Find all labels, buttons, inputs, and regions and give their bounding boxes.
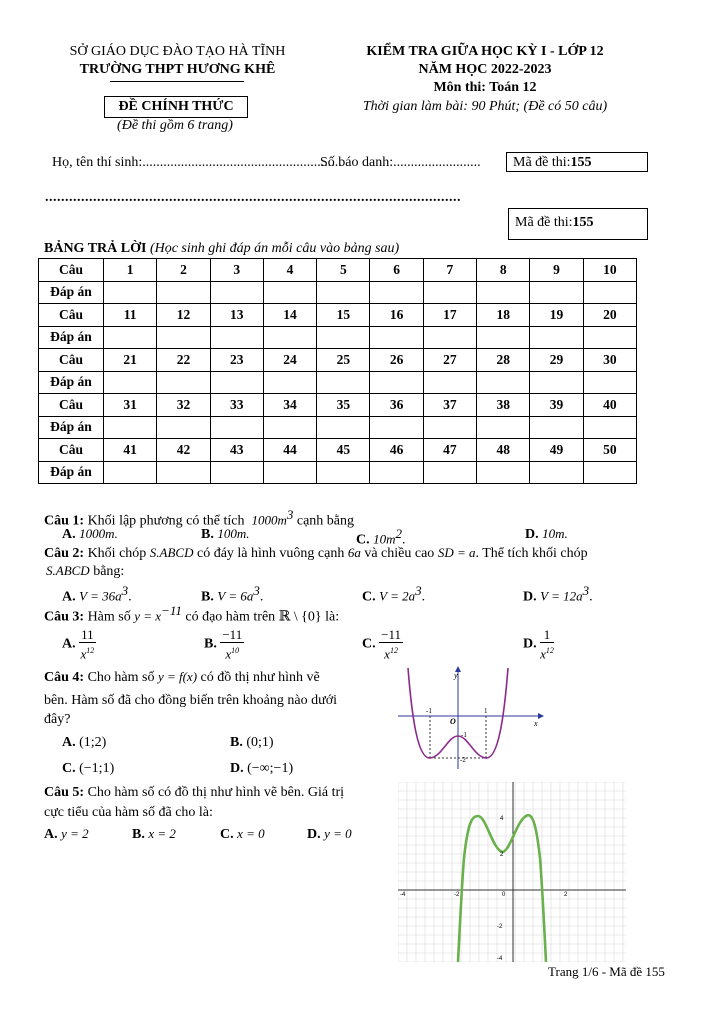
option-letter: A. [44,827,58,842]
answer-cell[interactable] [530,281,583,304]
option-value: 100m. [217,526,250,541]
answer-cell[interactable] [423,461,476,484]
option-value: y = 0 [324,826,352,841]
option-value: V = 2a [379,588,416,604]
answer-cell[interactable] [530,371,583,394]
option-exp: 3 [582,583,590,598]
q5-option-c[interactable] [220,826,265,843]
option-value: V = 12a [540,588,583,604]
answer-row [39,416,637,439]
row-label: Câu [39,304,104,327]
answer-cell[interactable] [370,326,423,349]
question-number-cell: 35 [317,394,370,417]
option-value: (1;2) [79,735,107,750]
question-number-cell: 13 [210,304,263,327]
row-label: Câu [39,394,104,417]
question-number-cell: 21 [104,349,157,372]
answer-cell[interactable] [263,416,316,439]
fraction [540,627,554,661]
q5-option-b[interactable] [132,826,176,843]
numerator: −11 [222,627,243,642]
option-letter: D. [307,827,321,842]
tick-y-label: -2 [497,924,503,930]
option-exp: 2 [395,526,403,541]
tick-x-label: 2 [564,892,568,898]
exam-code-value: 155 [572,215,594,230]
question-number-cell: 5 [317,259,370,282]
answer-cell[interactable] [477,326,530,349]
question-number-cell: 14 [263,304,316,327]
q4-text: có đồ thị như hình vẽ [200,670,320,685]
question-4-line3: đây? [44,712,71,727]
pages-note: (Đề thi gồm 6 trang) [117,118,233,133]
answer-table-note: (Học sinh ghi đáp án mỗi câu vào bảng sau) [149,241,400,256]
answer-cell[interactable] [477,281,530,304]
answer-cell[interactable] [530,326,583,349]
option-tail: . [402,532,406,548]
q3-domain: ℝ \ {0} [278,609,322,625]
question-number-cell: 40 [583,394,636,417]
option-letter: C. [356,532,370,548]
q2-height: SD = a [437,545,476,560]
q4-function: y = f(x) [157,669,198,684]
answer-cell[interactable] [477,416,530,439]
cut-line: ........................................................................................................ [45,190,461,205]
q1-volume: 1000m [251,512,287,528]
question-number-cell: 39 [530,394,583,417]
q3-text: là: [325,609,340,625]
option-letter: D. [230,761,244,776]
option-letter: A. [62,636,76,652]
answer-cell[interactable] [263,461,316,484]
option-letter: D. [523,636,537,652]
question-number-cell: 32 [157,394,210,417]
option-letter: C. [62,761,76,776]
answer-cell[interactable] [583,461,636,484]
option-value: y = 2 [61,826,89,841]
graph-q5 [398,782,626,962]
answer-cell[interactable] [317,416,370,439]
answer-cell[interactable] [530,416,583,439]
page-footer: Trang 1/6 - Mã đề 155 [548,964,665,979]
school-year: NĂM HỌC 2022-2023 [418,62,552,77]
option-value: V = 36a [79,588,122,604]
exam-code-box [508,208,648,240]
q4-option-c[interactable] [62,761,114,777]
answer-cell[interactable] [370,371,423,394]
school-name: TRƯỜNG THPT HƯƠNG KHÊ [79,62,276,77]
question-number-cell: 31 [104,394,157,417]
q2-text: và chiều cao [364,546,435,561]
unused-path [505,807,626,960]
question-number-cell: 47 [423,439,476,462]
row-label: Câu [39,259,104,282]
q5-label: Câu 5: [44,785,85,800]
row-label: Câu [39,439,104,462]
q3-option-b[interactable] [204,627,244,661]
question-number-row [39,259,637,282]
question-number-cell: 36 [370,394,423,417]
denominator-base: x [384,646,390,662]
option-value: (−∞;−1) [247,761,294,776]
denominator [220,643,244,661]
answer-cell[interactable] [210,371,263,394]
question-number-cell: 7 [423,259,476,282]
question-4 [44,669,320,686]
question-number-cell: 29 [530,349,583,372]
x-label: x [534,719,538,728]
question-number-cell: 30 [583,349,636,372]
tick-x-label: 0 [502,892,506,898]
q1-volume-exp: 3 [286,507,294,522]
q2-side: 6a [347,545,361,560]
option-letter: B. [230,735,243,750]
official-label: ĐỀ CHÍNH THỨC [118,99,234,114]
answer-table [38,258,637,484]
question-number-cell: 34 [263,394,316,417]
answer-cell[interactable] [210,416,263,439]
question-number-row [39,304,637,327]
q5-text: Cho hàm số có đồ thị như hình vẽ bên. Giá trị [87,785,345,800]
question-2 [44,545,588,562]
exam-code-value: 155 [570,155,592,170]
question-number-cell: 43 [210,439,263,462]
denominator-base: x [80,646,87,662]
answer-cell[interactable] [583,371,636,394]
question-number-cell: 19 [530,304,583,327]
question-number-cell: 41 [104,439,157,462]
answer-cell[interactable] [263,371,316,394]
option-letter: D. [523,589,537,605]
q1-tail: cạnh bằng [296,513,355,529]
question-5 [44,785,344,801]
official-box [104,96,248,118]
q2-pyramid: S.ABCD [46,563,90,578]
question-number-cell: 46 [370,439,423,462]
school-underline [110,81,244,82]
department: SỞ GIÁO DỤC ĐÀO TẠO HÀ TĨNH [69,44,286,59]
option-letter: A. [62,589,76,605]
row-label: Đáp án [39,326,104,349]
q3-function: y = x [134,608,162,624]
student-name-field[interactable]: Họ, tên thí sinh:......................................................... [52,155,342,170]
question-number-row [39,394,637,417]
option-letter: B. [204,636,217,652]
q1-label: Câu 1: [44,513,85,529]
denominator-base: x [225,646,232,662]
tick-y-minus2: -2 [460,756,466,764]
answer-cell[interactable] [157,461,210,484]
answer-cell[interactable] [477,371,530,394]
question-3 [44,603,339,626]
option-value: 10m. [542,526,568,541]
fraction [220,627,244,661]
q2-text: Khối chóp [87,546,147,561]
q1-text: Khối lập phương có thể tích [87,513,245,529]
q2-label: Câu 2: [44,546,85,561]
question-number-cell: 9 [530,259,583,282]
grid [398,782,626,962]
q2-option-a[interactable]: A. $V = 36a^3$. [62,583,132,605]
option-letter: C. [220,827,234,842]
exam-title: KIỂM TRA GIỮA HỌC KỲ I - LỚP 12 [366,44,604,59]
option-value: (−1;1) [79,761,115,776]
question-number-cell: 20 [583,304,636,327]
question-number-cell: 22 [157,349,210,372]
row-label: Đáp án [39,461,104,484]
tick-x-label: -2 [454,892,460,898]
row-label: Đáp án [39,281,104,304]
row-label: Đáp án [39,371,104,394]
question-number-cell: 18 [477,304,530,327]
option-letter: B. [132,827,145,842]
question-number-cell: 42 [157,439,210,462]
q4-option-a[interactable] [62,735,106,751]
answer-cell[interactable] [477,461,530,484]
question-number-row [39,349,637,372]
q2-option-c[interactable]: C. $V = 2a^3$. [362,583,426,605]
answer-cell[interactable] [263,326,316,349]
q4-label: Câu 4: [44,670,85,685]
tick-y-label: 2 [500,852,504,858]
answer-cell[interactable] [104,281,157,304]
denominator-exp: 12 [545,646,554,655]
fraction [379,627,403,661]
option-value: 10m [373,531,396,547]
q4-text: Cho hàm số [87,670,155,685]
answer-row [39,371,637,394]
option-exp: 3 [253,583,260,598]
question-number-cell: 23 [210,349,263,372]
question-number-cell: 38 [477,394,530,417]
q2-pyramid: S.ABCD [149,545,194,560]
question-number-row [39,439,637,462]
answer-row [39,461,637,484]
denominator [379,643,403,661]
answer-cell[interactable] [210,281,263,304]
option-value: (0;1) [246,735,274,750]
numerator: 11 [81,627,94,642]
option-value: x = 2 [148,826,176,841]
question-2-line2 [46,563,124,580]
question-number-cell: 49 [530,439,583,462]
tick-x-label: -4 [400,892,406,898]
answer-cell[interactable] [530,461,583,484]
answer-cell[interactable] [157,326,210,349]
question-number-cell: 44 [263,439,316,462]
answer-cell[interactable] [370,416,423,439]
question-number-cell: 33 [210,394,263,417]
q3-option-d[interactable] [523,627,554,661]
question-number-cell: 37 [423,394,476,417]
y-label: y [454,671,458,680]
subject: Môn thi: Toán 12 [433,80,537,95]
question-number-cell: 6 [370,259,423,282]
q2-option-d[interactable]: D. $V = 12a^3$. [523,583,593,605]
question-number-cell: 17 [423,304,476,327]
question-number-cell: 3 [210,259,263,282]
answer-cell[interactable] [104,326,157,349]
graph-q4 [398,664,546,774]
q5-option-d[interactable] [307,826,352,843]
q1-option-d[interactable] [525,526,568,543]
tick-x-1: 1 [484,707,488,715]
option-letter: B. [201,527,214,542]
q2-text: bằng: [93,564,125,579]
answer-cell[interactable] [583,416,636,439]
answer-cell[interactable] [370,461,423,484]
option-letter: A. [62,735,76,750]
exam-code-label: Mã đề thi: [515,215,573,230]
tick-x-minus1: -1 [426,707,432,715]
x-axis-arrow [538,713,544,719]
answer-cell[interactable] [317,281,370,304]
q1-option-a[interactable] [62,526,118,543]
q3-option-a[interactable] [62,627,96,661]
question-number-cell: 2 [157,259,210,282]
answer-cell[interactable] [104,461,157,484]
time-note: Thời gian làm bài: 90 Phút; (Đề có 50 câu) [362,99,608,114]
answer-cell[interactable] [583,281,636,304]
option-letter: A. [62,527,76,542]
answer-row [39,326,637,349]
answer-cell[interactable] [423,326,476,349]
question-number-cell: 27 [423,349,476,372]
question-number-cell: 24 [263,349,316,372]
exam-code-label: Mã đề thi: [513,155,571,170]
answer-cell[interactable] [210,461,263,484]
tick-y-label: -4 [497,956,503,962]
question-number-cell: 25 [317,349,370,372]
option-value: x = 0 [237,826,265,841]
option-letter: B. [201,589,214,605]
answer-cell[interactable] [423,281,476,304]
answer-cell[interactable] [157,281,210,304]
question-number-cell: 26 [370,349,423,372]
option-letter: C. [362,636,376,652]
denominator [540,643,554,661]
denominator [79,643,96,661]
option-letter: C. [362,589,376,605]
question-number-cell: 12 [157,304,210,327]
option-value: V = 6a [217,588,254,604]
tick-y-minus1: -1 [461,731,467,739]
question-number-cell: 4 [263,259,316,282]
answer-cell[interactable] [423,416,476,439]
option-value: 1000m. [79,526,118,541]
q3-label: Câu 3: [44,609,85,625]
q3-option-c[interactable] [362,627,403,661]
question-number-cell: 16 [370,304,423,327]
question-number-cell: 8 [477,259,530,282]
exam-code-box-top [506,152,648,172]
q3-function-exp: −11 [161,603,182,618]
q5-option-a[interactable] [44,826,89,843]
denominator-exp: 12 [86,646,95,655]
answer-cell[interactable] [157,416,210,439]
q2-option-b[interactable]: B. $V = 6a^3$. [201,583,264,605]
answer-cell[interactable] [370,281,423,304]
q4-option-b[interactable] [230,735,274,751]
answer-cell[interactable] [583,326,636,349]
question-number-cell: 28 [477,349,530,372]
q2-text: có đáy là hình vuông cạnh [196,546,345,561]
tick-y-label: 4 [500,816,504,822]
answer-cell[interactable] [263,281,316,304]
option-exp: 3 [415,583,422,598]
q2-text: . Thể tích khối chóp [475,546,588,561]
answer-table-title: BẢNG TRẢ LỜI [44,241,147,256]
answer-cell[interactable] [317,326,370,349]
answer-cell[interactable] [104,416,157,439]
question-number-cell: 50 [583,439,636,462]
denominator-exp: 12 [389,646,398,655]
question-number-cell: 10 [583,259,636,282]
question-number-cell: 11 [104,304,157,327]
denominator-base: x [540,646,546,662]
answer-cell[interactable] [317,461,370,484]
question-number-cell: 45 [317,439,370,462]
q3-text: có đạo hàm trên [185,609,276,625]
answer-cell[interactable] [423,371,476,394]
numerator: −11 [381,627,401,642]
origin-label: O [450,717,456,726]
numerator: 1 [540,627,554,643]
answer-table-heading [44,241,399,257]
fraction [79,627,96,661]
q4-option-d[interactable] [230,761,293,777]
answer-cell[interactable] [157,371,210,394]
denominator-exp: 10 [231,646,240,655]
answer-cell[interactable] [104,371,157,394]
q1-option-b[interactable] [201,526,249,543]
question-number-cell: 48 [477,439,530,462]
answer-cell[interactable] [317,371,370,394]
option-exp: 3 [121,583,129,598]
student-id-field[interactable]: Số báo danh:......................... [320,155,481,170]
question-number-cell: 1 [104,259,157,282]
q3-text: Hàm số [87,609,131,625]
question-4-line2: bên. Hàm số đã cho đồng biến trên khoảng nào dưới [44,693,337,708]
answer-row [39,281,637,304]
answer-cell[interactable] [210,326,263,349]
row-label: Câu [39,349,104,372]
question-number-cell: 15 [317,304,370,327]
option-letter: D. [525,527,539,542]
row-label: Đáp án [39,416,104,439]
question-5-line2: cực tiểu của hàm số đã cho là: [44,805,213,820]
